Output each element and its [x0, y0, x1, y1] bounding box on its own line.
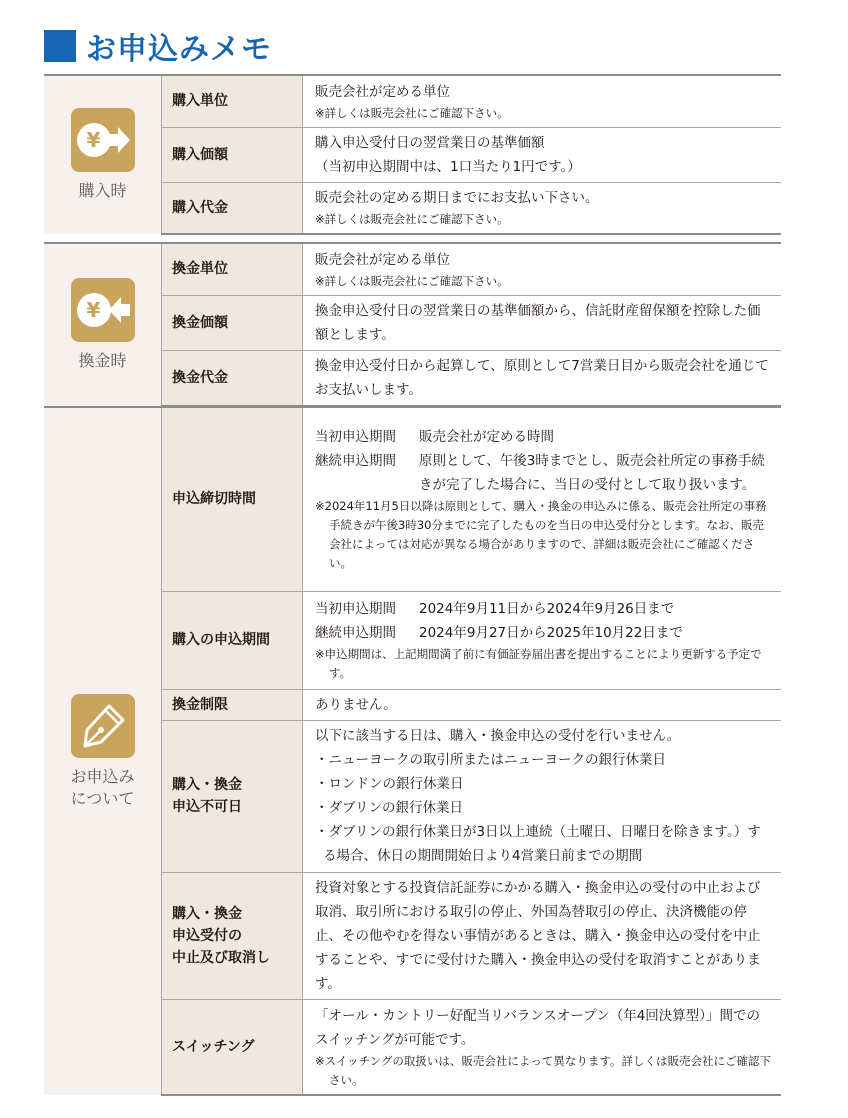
- deadline-label: 申込締切時間: [162, 407, 303, 591]
- suspension-label: [162, 872, 303, 999]
- redemption-price-label: 換金価額: [162, 295, 303, 350]
- period-initial-head: 当初申込期間: [315, 601, 396, 617]
- page-header: [44, 24, 272, 68]
- purchase-section-label: 購入時: [78, 181, 127, 200]
- period-content: [303, 591, 782, 689]
- redemption-price-content: 換金申込受付日の翌営業日の基準価額から、信託財産留保額を控除した価額とします。: [303, 295, 782, 350]
- period-note: ※申込期間は、上記期間満了前に有価証券届出書を提出することにより更新する予定です。: [315, 647, 762, 680]
- deadline-initial-head: 当初申込期間: [315, 429, 396, 446]
- purchase-price-subtext: （当初申込期間中は、1口当たり1円です。）: [315, 158, 581, 175]
- suspension-label-line3: 中止及び取消し: [172, 949, 270, 966]
- suspension-content: 投資対象とする投資信託証券にかかる購入・換金申込の受付の中止および取消、取引所における取引の停止、外国為替取引の停止、決済機能の停止、その他やむを得ない事情があるときは、購入・換金申込の受付を中止することや、すでに受付けた購入・換金申込の受付を取消すことがあります。: [303, 872, 782, 999]
- yen-arrow-left-icon: ¥: [71, 278, 135, 342]
- unavailable-intro: 以下に該当する日は、購入・換金申込の受付を行いません。: [315, 728, 681, 744]
- unavailable-label: [162, 720, 303, 872]
- unavailable-label-line1: 購入・換金: [172, 777, 242, 793]
- redemption-payment-content: 換金申込受付日から起算して、原則として7営業日目から販売会社を通じてお支払いします。: [303, 350, 782, 406]
- purchase-price-text: 購入申込受付日の翌営業日の基準価額: [315, 134, 545, 151]
- unavailable-bullet: ・ロンドンの銀行休業日: [315, 776, 464, 792]
- switching-note: ※スイッチングの取扱いは、販売会社によって異なります。詳しくは販売会社にご確認下さい。: [315, 1053, 771, 1087]
- unavailable-bullet: ・ダブリンの銀行休業日が3日以上連続（土曜日、日曜日を除きます。）する場合、休日の期間開始日より4営業日前までの期間: [315, 824, 761, 864]
- redemption-side-cell: [44, 243, 162, 406]
- deadline-content: [303, 407, 782, 591]
- purchase-unit-content: [303, 75, 782, 127]
- application-side-cell: [44, 407, 162, 1095]
- redemption-payment-label: 換金代金: [162, 350, 303, 406]
- redemption-section-label: 換金時: [78, 350, 127, 370]
- purchase-payment-note: ※詳しくは販売会社にご確認下さい。: [315, 212, 509, 227]
- purchase-side-cell: [44, 75, 162, 234]
- redemption-unit-text: 販売会社が定める単位: [315, 251, 450, 268]
- application-section: [44, 406, 781, 1096]
- unavailable-bullet: ・ニューヨークの取引所またはニューヨークの銀行休業日: [315, 752, 666, 768]
- deadline-continuous-head: 継続申込期間: [315, 453, 396, 470]
- redemption-unit-content: [303, 243, 782, 295]
- switching-label: スイッチング: [162, 999, 303, 1095]
- deadline-continuous-body: 原則として、午後3時までとし、販売会社所定の事務手続きが完了した場合に、当日の受付として取り扱います。: [419, 453, 765, 494]
- purchase-unit-label: 購入単位: [162, 75, 303, 127]
- redemption-unit-note: ※詳しくは販売会社にご確認下さい。: [315, 273, 509, 288]
- limit-content: ありません。: [303, 689, 782, 720]
- deadline-note: ※2024年11月5日以降は原則として、購入・換金の申込みに係る、販売会社所定の事務手続きが午後3時30分までに完了したものを当日の申込受付分とします。なお、販売会社によっては対応が異なる場合がありますので、詳細は販売会社にご確認ください。: [315, 499, 767, 571]
- purchase-section: [44, 74, 781, 235]
- unavailable-bullet: ・ダブリンの銀行休業日: [315, 800, 463, 816]
- suspension-label-line2: 申込受付の: [172, 927, 242, 944]
- page-title: お申込みメモ: [86, 32, 272, 67]
- redemption-unit-label: 換金単位: [162, 243, 303, 295]
- deadline-initial-body: 販売会社が定める時間: [419, 429, 554, 446]
- period-continuous-head: 継続申込期間: [315, 625, 396, 641]
- period-initial-body: 2024年9月11日から2024年9月26日まで: [419, 601, 675, 617]
- switching-content: [303, 999, 782, 1095]
- purchase-unit-note: ※詳しくは販売会社にご確認下さい。: [315, 105, 509, 120]
- redemption-section: [44, 242, 781, 407]
- purchase-price-label: 購入価額: [162, 127, 303, 182]
- purchase-payment-text: 販売会社の定める期日までにお支払い下さい。: [315, 190, 599, 207]
- period-continuous-body: 2024年9月27日から2025年10月22日まで: [419, 625, 683, 641]
- switching-text: 「オール・カントリー好配当リバランスオープン（年4回決算型）」間でのスイッチングが可能です。: [315, 1007, 761, 1048]
- purchase-payment-label: 購入代金: [162, 182, 303, 234]
- unavailable-content: [303, 720, 782, 872]
- unavailable-label-line2: 申込不可日: [172, 799, 242, 815]
- title-square-icon: [44, 30, 76, 62]
- yen-arrow-right-icon: ¥: [71, 108, 135, 172]
- purchase-payment-content: [303, 182, 782, 234]
- purchase-unit-text: 販売会社が定める単位: [315, 83, 450, 100]
- purchase-price-content: [303, 127, 782, 182]
- limit-label: 換金制限: [162, 689, 303, 720]
- application-section-label-line1: お申込み: [70, 766, 135, 786]
- suspension-label-line1: 購入・換金: [172, 905, 242, 922]
- application-section-label-line2: について: [70, 788, 135, 808]
- pen-nib-icon: [71, 694, 135, 758]
- period-label: 購入の申込期間: [162, 591, 303, 689]
